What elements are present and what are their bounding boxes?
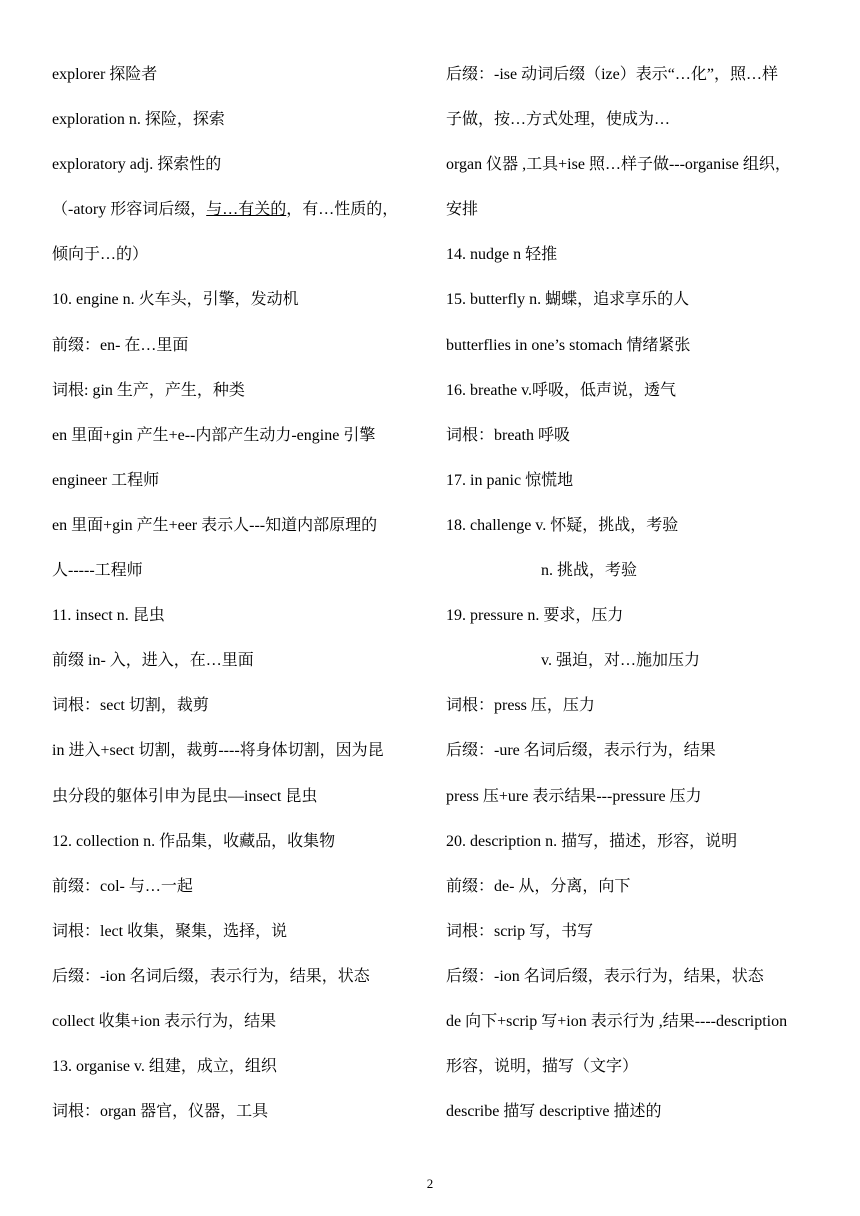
text-line: 19. pressure n. 要求，压力 [446, 607, 624, 625]
text-line: 后缀：-ise 动词后缀（ize）表示“…化”，照…样 [446, 66, 778, 83]
text-line: 词根：sect 切割，裁剪 [52, 697, 209, 715]
text-line: 后缀：-ion 名词后缀，表示行为，结果，状态 [52, 967, 370, 985]
text-line: 词根：organ 器官，仪器，工具 [52, 1103, 269, 1121]
text-line: 17. in panic 惊慌地 [446, 471, 574, 489]
text-line: 前缀：de- 从，分离，向下 [446, 877, 631, 895]
text-line: 18. challenge v. 怀疑，挑战，考验 [446, 516, 679, 534]
text-line: 虫分段的躯体引申为昆虫—insect 昆虫 [52, 787, 318, 805]
text-line: 词根：press 压，压力 [446, 697, 595, 715]
text-line: 安排 [446, 201, 479, 219]
text-line: exploration n. 探险，探索 [52, 111, 225, 129]
atory-suffix-line [52, 187, 432, 232]
text-line: 10. engine n. 火车头，引擎，发动机 [52, 291, 299, 309]
text-line: organ 仪器 ,工具+ise 照…样子做---organise 组织， [446, 156, 791, 174]
text-line: 前缀：en- 在…里面 [52, 336, 189, 354]
text-line: 子做，按…方式处理，使成为… [446, 111, 671, 129]
text-line: exploratory adj. 探索性的 [52, 156, 222, 174]
text-line: 20. description n. 描写，描述，形容，说明 [446, 832, 738, 850]
text-line: n. 挑战，考验 [541, 562, 638, 580]
text-line: 前缀：col- 与…一起 [52, 877, 193, 895]
text-span: （-atory 形容词后缀， [52, 201, 207, 219]
text-line: describe 描写 descriptive 描述的 [446, 1103, 662, 1121]
text-line: v. 强迫，对…施加压力 [541, 652, 700, 670]
text-line: 词根：breath 呼吸 [446, 426, 570, 444]
text-line: 词根：scrip 写，书写 [446, 922, 594, 940]
page-number: 2 [426, 1176, 434, 1191]
text-span: ，有…性质的， [286, 201, 399, 219]
underlined-text: 与…有关的 [206, 201, 287, 219]
text-line: 人-----工程师 [52, 562, 143, 580]
text-line: 词根: gin 生产，产生，种类 [52, 381, 245, 399]
text-line: 倾向于…的） [52, 246, 149, 264]
text-line: explorer 探险者 [52, 66, 158, 83]
text-line: 前缀 in- 入，进入，在…里面 [52, 652, 254, 670]
text-line: press 压+ure 表示结果---pressure 压力 [446, 787, 702, 805]
text-line: 15. butterfly n. 蝴蝶，追求享乐的人 [446, 291, 690, 309]
text-line: de 向下+scrip 写+ion 表示行为 ,结果----description [446, 1012, 788, 1030]
text-line: butterflies in one’s stomach 情绪紧张 [446, 336, 691, 354]
left-column [52, 52, 432, 1134]
text-line: collect 收集+ion 表示行为，结果 [52, 1012, 277, 1030]
text-line: 词根：lect 收集，聚集，选择，说 [52, 922, 288, 940]
text-line: 12. collection n. 作品集，收藏品，收集物 [52, 832, 336, 850]
right-column [446, 52, 836, 1134]
text-line: 后缀：-ion 名词后缀，表示行为，结果，状态 [446, 967, 764, 985]
text-line: 后缀：-ure 名词后缀，表示行为，结果 [446, 742, 716, 760]
text-line: in 进入+sect 切割，裁剪----将身体切割，因为昆 [52, 742, 384, 760]
text-line: en 里面+gin 产生+e--内部产生动力-engine 引擎 [52, 426, 376, 444]
text-line: 14. nudge n 轻推 [446, 246, 558, 264]
text-line: 16. breathe v.呼吸，低声说，透气 [446, 381, 677, 399]
text-line: en 里面+gin 产生+eer 表示人---知道内部原理的 [52, 516, 378, 534]
text-line: engineer 工程师 [52, 471, 160, 489]
text-line: 形容，说明，描写（文字） [446, 1058, 639, 1076]
text-line: 13. organise v. 组建，成立，组织 [52, 1058, 277, 1076]
text-line: 11. insect n. 昆虫 [52, 607, 165, 625]
